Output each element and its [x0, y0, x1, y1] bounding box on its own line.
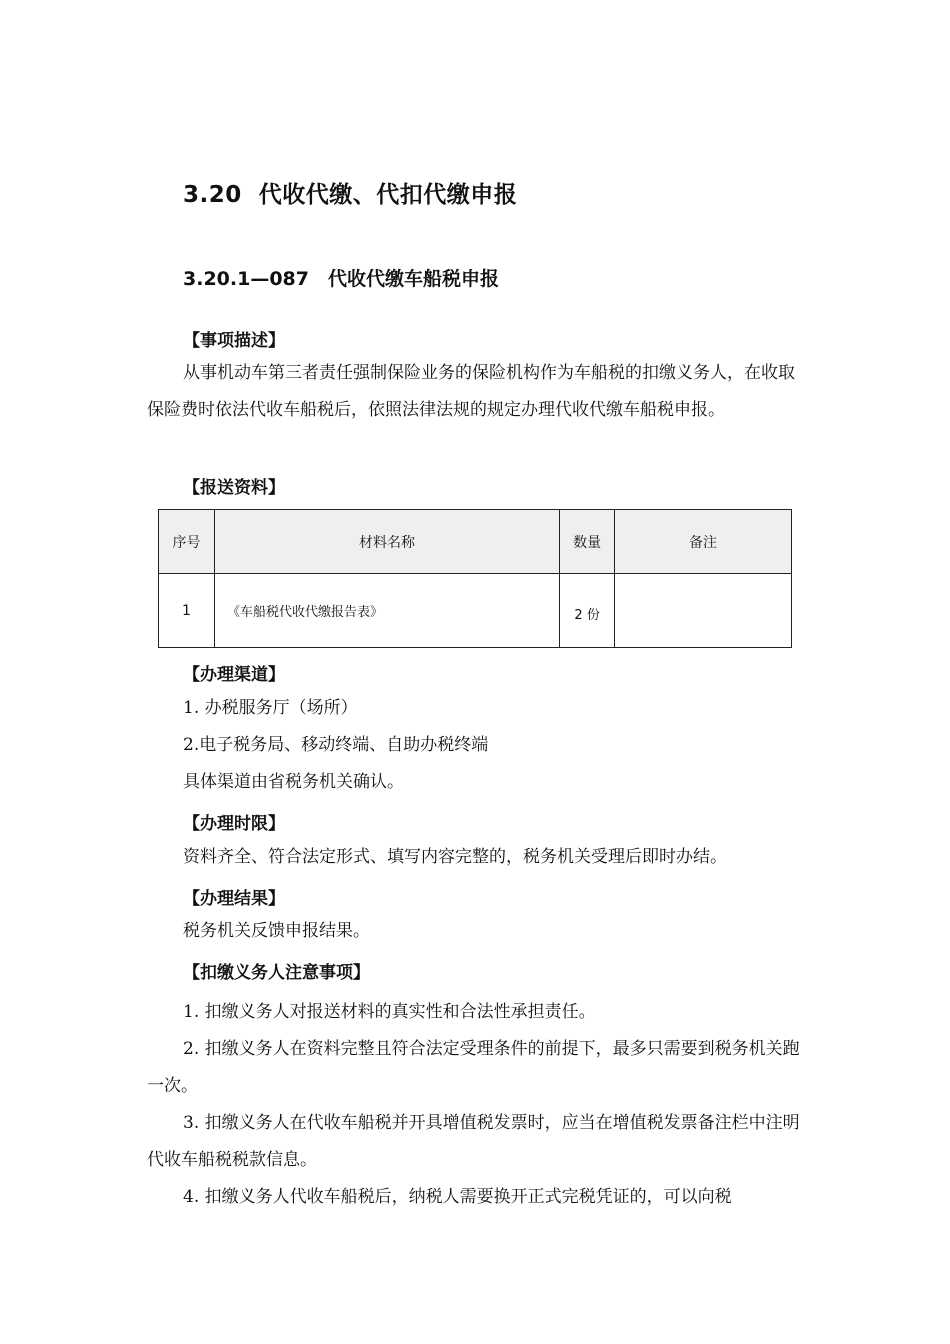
- materials-table: [158, 509, 792, 648]
- cell-name: 《车船税代收代缴报告表》: [214, 574, 559, 648]
- description-label: 【事项描述】: [183, 331, 285, 351]
- table-header-row: [159, 510, 792, 574]
- note-item: 4. 扣缴义务人代收车船税后，纳税人需要换开正式完税凭证的，可以向税: [183, 1187, 732, 1207]
- time-limit-label: 【办理时限】: [183, 814, 285, 834]
- time-limit-text: 资料齐全、符合法定形式、填写内容完整的，税务机关受理后即时办结。: [183, 847, 727, 867]
- cell-note: [615, 574, 792, 648]
- header-name: 材料名称: [214, 510, 559, 574]
- note-item: 3. 扣缴义务人在代收车船税并开具增值税发票时，应当在增值税发票备注栏中注明代收车船税税款信息。: [147, 1113, 800, 1170]
- result-label: 【办理结果】: [183, 889, 285, 909]
- header-index: 序号: [159, 510, 215, 574]
- cell-quantity: 2 份: [560, 574, 615, 648]
- subsection-title: 3.20.1—087 代收代缴车船税申报: [183, 268, 499, 290]
- channel-item: 2.电子税务局、移动终端、自助办税终端: [183, 735, 489, 755]
- note-item: 2. 扣缴义务人在资料完整且符合法定受理条件的前提下，最多只需要到税务机关跑一次。: [147, 1039, 800, 1096]
- channel-note: 具体渠道由省税务机关确认。: [183, 772, 404, 792]
- header-note: 备注: [615, 510, 792, 574]
- result-text: 税务机关反馈申报结果。: [183, 921, 370, 941]
- note-item: 1. 扣缴义务人对报送材料的真实性和合法性承担责任。: [183, 1002, 596, 1022]
- notes-label: 【扣缴义务人注意事项】: [183, 963, 370, 983]
- section-title: 3.20 代收代缴、代扣代缴申报: [183, 182, 518, 208]
- channels-label: 【办理渠道】: [183, 665, 285, 685]
- description-text: 从事机动车第三者责任强制保险业务的保险机构作为车船税的扣缴义务人，在收取保险费时依法代收车船税后，依照法律法规的规定办理代收代缴车船税申报。: [147, 363, 795, 420]
- header-quantity: 数量: [560, 510, 615, 574]
- materials-label: 【报送资料】: [183, 478, 285, 498]
- cell-index: 1: [159, 574, 215, 648]
- channel-item: 1. 办税服务厅（场所）: [183, 698, 358, 718]
- table-row: [159, 574, 792, 648]
